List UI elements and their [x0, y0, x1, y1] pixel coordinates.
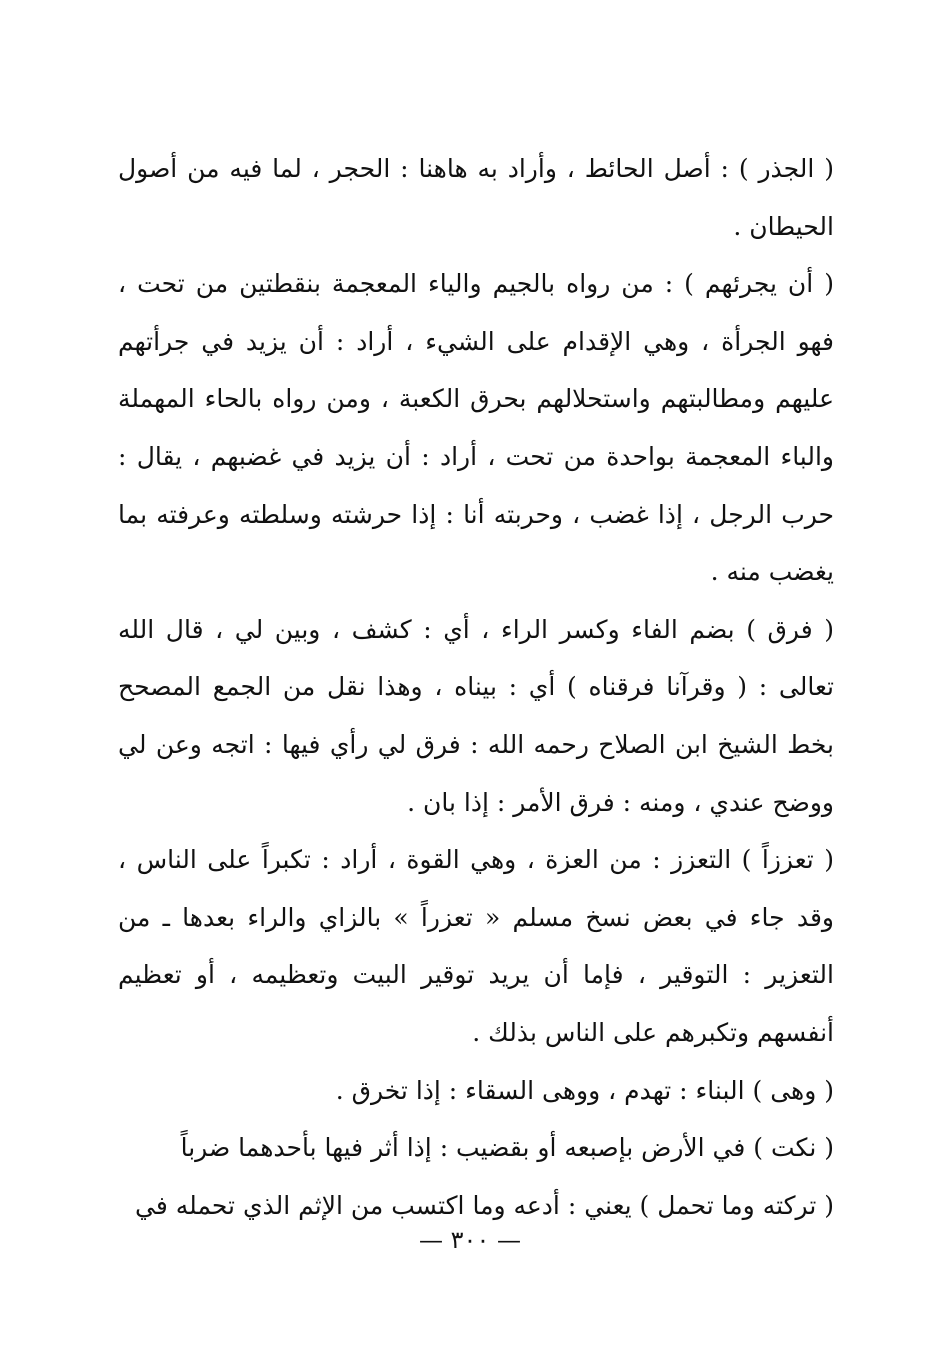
- paragraph-waha: ( وهى ) البناء : تهدم ، ووهى السقاء : إذا تخرق .: [335, 1075, 834, 1105]
- paragraph-taraktuhu: ( تركته وما تحمل ) يعني : أدعه وما اكتسب من الإثم الذي تحمله في: [135, 1190, 834, 1220]
- paragraph-yujarriahum: ( أن يجرئهم ) : من رواه بالجيم والياء المعجمة بنقطتين من تحت ، فهو الجرأة ، وهي الإقدام على الشيء ، أراد : أن يزيد في جرأتهم عليهم ومطالبتهم واستحلالهم بحرق الكعبة ، ومن رواه بالحاء المهملة والباء المعجمة بواحدة من تحت ، أراد : أن يزيد في غضبهم ، يقال : حرب الرجل ، إذا غضب ، وحربته أنا : إذا حرشته وسلطته وعرفته بما يغضب منه .: [118, 269, 834, 587]
- body-text: [118, 140, 834, 1234]
- page-number: — ٣٠٠ —: [419, 1226, 521, 1254]
- paragraph-jadhr: ( الجذر ) : أصل الحائط ، وأراد به هاهنا : الحجر ، لما فيه من أصول الحيطان .: [118, 154, 834, 241]
- paragraph-taazzuzan: ( تعززاً ) التعزز : من العزة ، وهي القوة ، أراد : تكبراً على الناس ، وقد جاء في بعض نسخ مسلم « تعزراً » بالزاي والراء بعدها ـ من التعزير : التوقير ، فإما أن يريد توقير البيت وتعظيمه ، أو تعظيم أنفسهم وتكبرهم على الناس بذلك .: [118, 845, 834, 1047]
- paragraph-furiqa: ( فرق ) بضم الفاء وكسر الراء ، أي : كشف ، وبين لي ، قال الله تعالى : ( وقرآنا فرقناه ) أي : بيناه ، وهذا نقل من الجمع المصحح بخط الشيخ ابن الصلاح رحمه الله : فرق لي رأي فيها : اتجه وعن لي ووضح عندي ، ومنه : فرق الأمر : إذا بان .: [118, 614, 834, 817]
- paragraph-nakata: ( نكت ) في الأرض بإصبعه أو بقضيب : إذا أثر فيها بأحدهما ضرباً: [180, 1133, 834, 1163]
